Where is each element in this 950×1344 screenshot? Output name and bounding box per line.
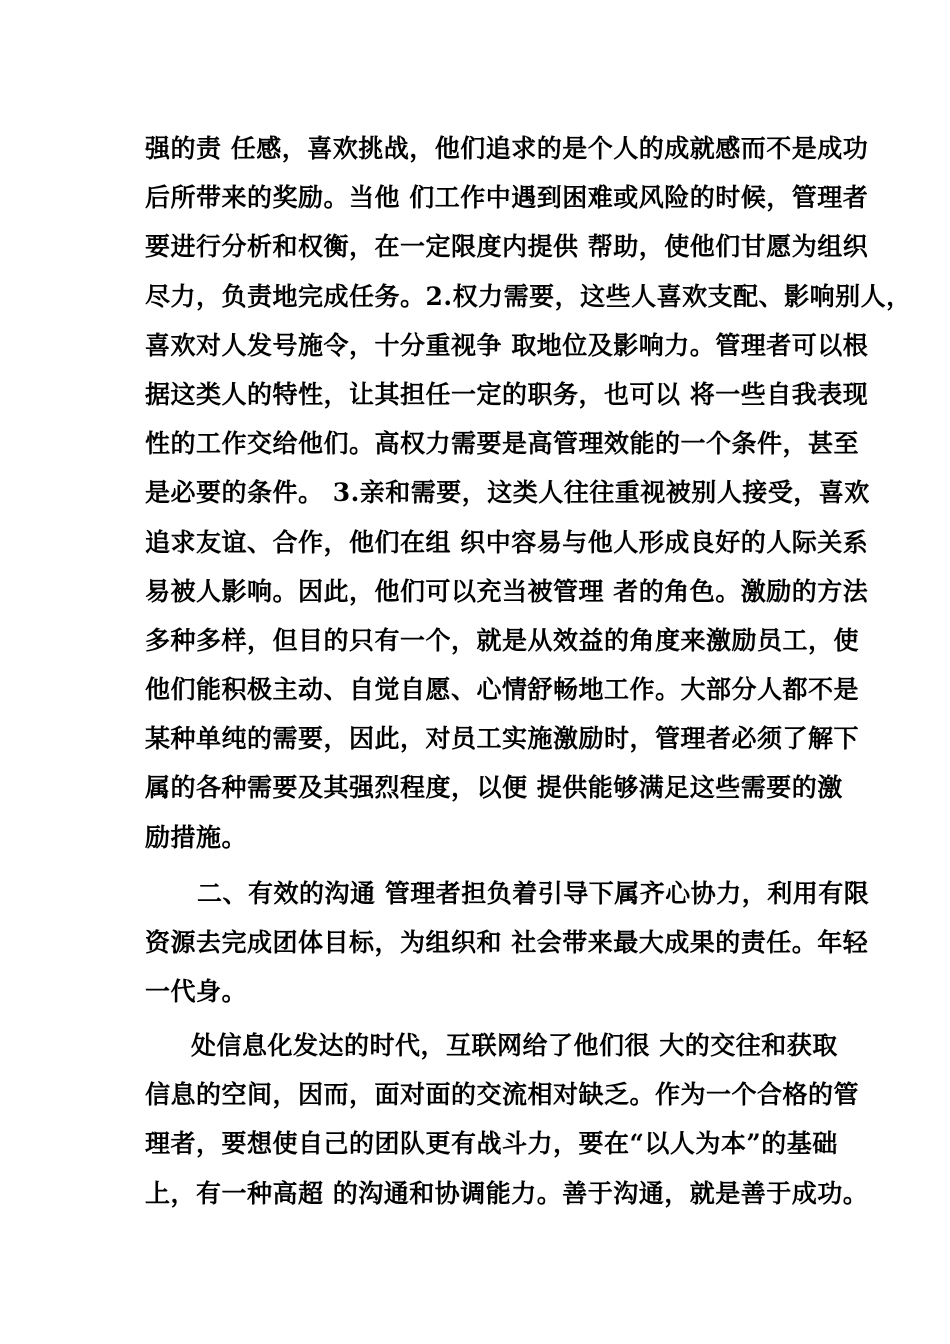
text-line: 强的责 任感，喜欢挑战，他们追求的是个人的成就感而不是成功 — [145, 134, 869, 163]
text-line: 一代身。 — [145, 977, 248, 1007]
text-line: 上，有一种高超 的沟通和协调能力。善于沟通，就是善于成功。 — [145, 1178, 869, 1208]
text-line: 要进行分析和权衡，在一定限度内提供 帮助，使他们甘愿为组织 — [145, 232, 869, 262]
text-line: 易被人影响。因此，他们可以充当被管理 者的角色。激励的方法 — [145, 576, 869, 606]
text-line: 理者，要想使自己的团队更有战斗力，要在“以人为本”的基础 — [145, 1129, 838, 1159]
text-line: 据这类人的特性，让其担任一定的职务，也可以 将一些自我表现 — [145, 379, 869, 409]
text-line: 性的工作交给他们。高权力需要是高管理效能的一个条件，甚至 — [145, 429, 860, 459]
text-line: 属的各种需要及其强烈程度，以便 提供能够满足这些需要的激 — [145, 773, 843, 803]
text-line: 尽力，负责地完成任务。2.权力需要，这些人喜欢支配、影响别人， — [145, 281, 912, 311]
text-line: 追求友谊、合作，他们在组 织中容易与他人形成良好的人际关系 — [145, 527, 869, 557]
paragraph-motivation-needs — [145, 124, 912, 862]
text-line: 信息的空间，因而，面对面的交流相对缺乏。作为一个合格的管 — [145, 1080, 860, 1110]
text-line: 二、有效的沟通 管理者担负着引导下属齐心协力，利用有限 — [197, 879, 870, 908]
paragraph-information-age — [145, 1021, 869, 1218]
text-line: 多种多样，但目的只有一个，就是从效益的角度来激励员工，使 — [145, 625, 860, 655]
text-line: 某种单纯的需要，因此，对员工实施激励时，管理者必须了解下 — [145, 724, 860, 754]
text-line: 喜欢对人发号施令，十分重视争 取地位及影响力。管理者可以根 — [145, 330, 869, 360]
paragraph-effective-communication — [145, 869, 870, 1017]
text-line: 励措施。 — [145, 822, 248, 852]
text-line: 后所带来的奖励。当他 们工作中遇到困难或风险的时候，管理者 — [145, 183, 869, 213]
text-line: 处信息化发达的时代，互联网给了他们很 大的交往和获取 — [191, 1031, 838, 1060]
text-line: 他们能积极主动、自觉自愿、心情舒畅地工作。大部分人都不是 — [145, 675, 860, 705]
text-line: 资源去完成团体目标，为组织和 社会带来最大成果的责任。年轻 — [145, 928, 869, 958]
text-line: 是必要的条件。 3.亲和需要，这类人往往重视被别人接受，喜欢 — [145, 478, 870, 508]
